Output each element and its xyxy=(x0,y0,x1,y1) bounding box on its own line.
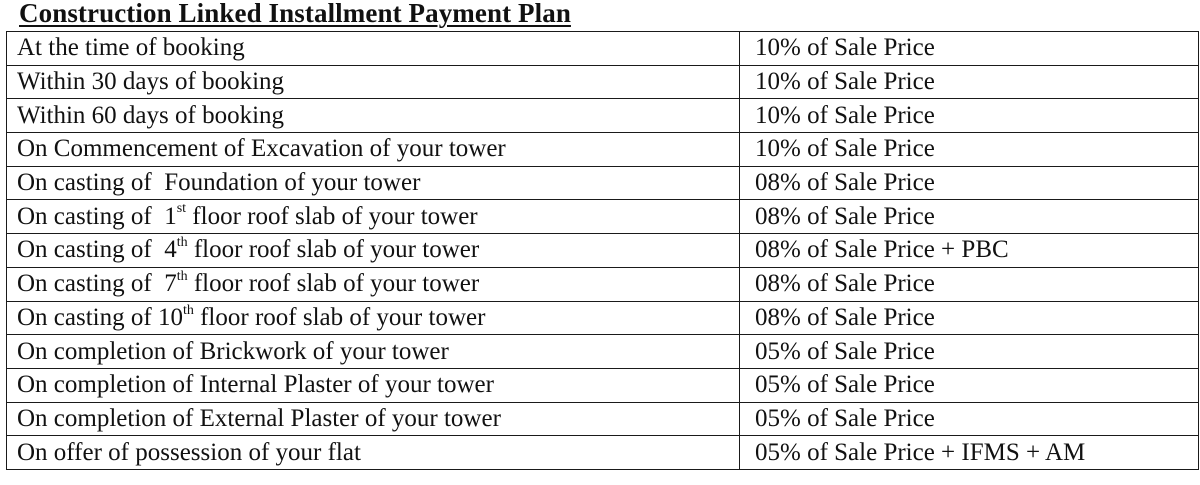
amount-cell: 08% of Sale Price xyxy=(740,267,1199,301)
amount-cell: 05% of Sale Price + IFMS + AM xyxy=(740,436,1199,470)
amount-cell: 05% of Sale Price xyxy=(740,335,1199,369)
table-row xyxy=(7,234,1199,268)
stage-text: On casting of 1 xyxy=(17,202,177,230)
stage-text: On casting of Foundation of your tower xyxy=(17,169,421,197)
stage-text: floor roof slab of your tower xyxy=(187,270,480,298)
stage-cell xyxy=(7,267,740,301)
amount-cell: 10% of Sale Price xyxy=(740,133,1199,167)
table-row xyxy=(7,267,1199,301)
stage-cell xyxy=(7,301,740,335)
table-row xyxy=(7,32,1199,66)
stage-text: On Commencement of Excavation of your tower xyxy=(17,135,506,163)
stage-cell xyxy=(7,368,740,402)
stage-text: On casting of 10 xyxy=(17,303,183,331)
table-row xyxy=(7,65,1199,99)
amount-cell: 08% of Sale Price xyxy=(740,166,1199,200)
table-row xyxy=(7,166,1199,200)
stage-text: On offer of possession of your flat xyxy=(17,438,361,466)
stage-cell xyxy=(7,335,740,369)
stage-cell xyxy=(7,402,740,436)
amount-cell: 10% of Sale Price xyxy=(740,32,1199,66)
amount-cell: 10% of Sale Price xyxy=(740,99,1199,133)
stage-cell xyxy=(7,65,740,99)
table-row xyxy=(7,133,1199,167)
table-row xyxy=(7,402,1199,436)
stage-cell xyxy=(7,234,740,268)
ordinal-suffix: st xyxy=(176,201,187,217)
stage-text: On completion of External Plaster of your tower xyxy=(17,404,501,432)
stage-text: floor roof slab of your tower xyxy=(187,236,480,264)
table-row xyxy=(7,335,1199,369)
amount-cell: 05% of Sale Price xyxy=(740,402,1199,436)
stage-text: On casting of 7 xyxy=(17,270,177,298)
amount-cell: 05% of Sale Price xyxy=(740,368,1199,402)
stage-text: Within 60 days of booking xyxy=(17,101,285,129)
page-title: Construction Linked Installment Payment Plan xyxy=(19,0,571,28)
stage-cell xyxy=(7,200,740,234)
stage-cell xyxy=(7,166,740,200)
table-row xyxy=(7,99,1199,133)
stage-text: Within 30 days of booking xyxy=(17,68,285,96)
stage-cell xyxy=(7,133,740,167)
amount-cell: 08% of Sale Price + PBC xyxy=(740,234,1199,268)
stage-text: On completion of Internal Plaster of your tower xyxy=(17,371,494,399)
table-row xyxy=(7,301,1199,335)
table-row xyxy=(7,436,1199,470)
ordinal-suffix: th xyxy=(176,268,188,284)
stage-cell xyxy=(7,99,740,133)
stage-text: At the time of booking xyxy=(17,34,245,62)
table-row xyxy=(7,368,1199,402)
stage-cell xyxy=(7,436,740,470)
payment-plan-body xyxy=(7,32,1199,470)
payment-plan-table xyxy=(6,31,1199,470)
amount-cell: 08% of Sale Price xyxy=(740,200,1199,234)
stage-text: On completion of Brickwork of your tower xyxy=(17,337,449,365)
amount-cell: 10% of Sale Price xyxy=(740,65,1199,99)
amount-cell: 08% of Sale Price xyxy=(740,301,1199,335)
stage-cell xyxy=(7,32,740,66)
stage-text: floor roof slab of your tower xyxy=(186,202,478,230)
table-row xyxy=(7,200,1199,234)
ordinal-suffix: th xyxy=(176,235,188,251)
stage-text: floor roof slab of your tower xyxy=(193,303,486,331)
ordinal-suffix: th xyxy=(182,302,194,318)
stage-text: On casting of 4 xyxy=(17,236,177,264)
